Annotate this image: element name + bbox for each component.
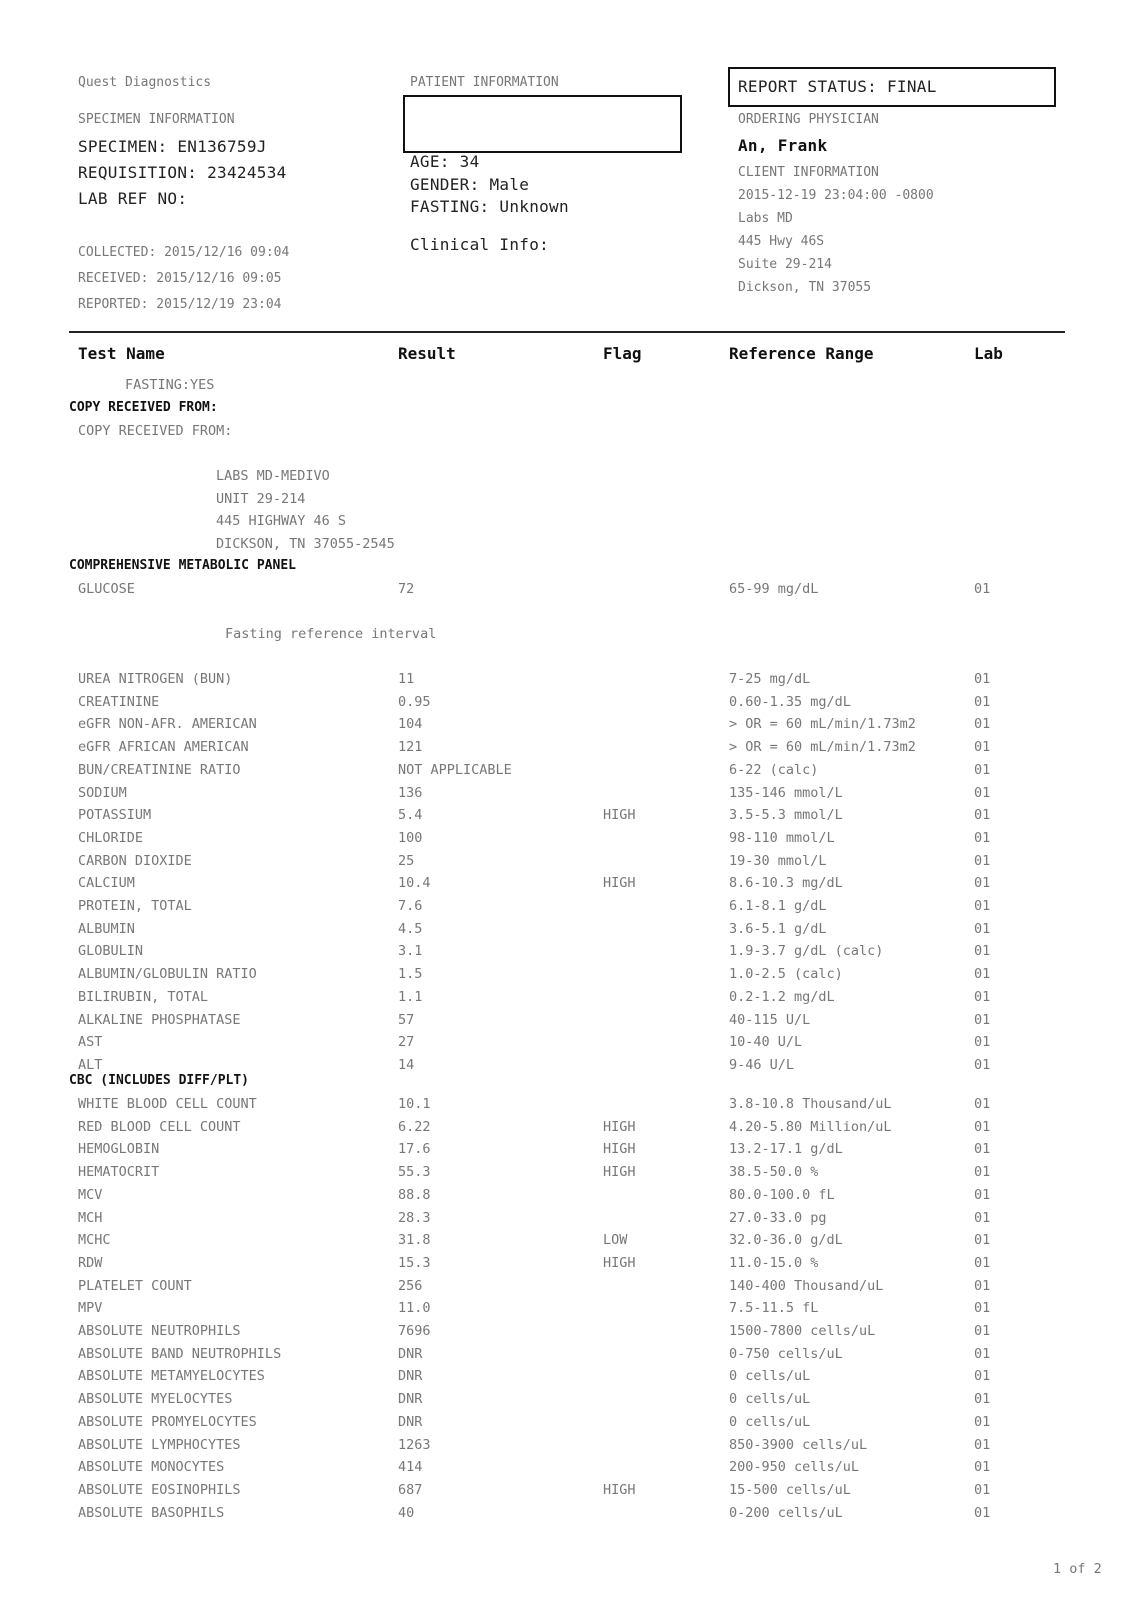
glucose-name: GLUCOSE — [78, 581, 135, 597]
collected-timestamp: COLLECTED: 2015/12/16 09:04 — [78, 245, 290, 260]
cell-result: 100 — [398, 829, 423, 846]
cell-lab: 01 — [974, 1254, 991, 1271]
cell-result: 136 — [398, 784, 423, 801]
cell-result: 11 — [398, 671, 415, 687]
cell-range: 0 cells/uL — [729, 1413, 811, 1430]
copy-address-line: UNIT 29-214 — [216, 491, 306, 507]
cell-name: ABSOLUTE BAND NEUTROPHILS — [78, 1345, 282, 1362]
cell-result: 6.22 — [398, 1118, 431, 1135]
cell-lab: 01 — [974, 988, 991, 1005]
cbc-heading: CBC (INCLUDES DIFF/PLT) — [69, 1073, 250, 1088]
cell-range: 135-146 mmol/L — [729, 784, 843, 801]
patient-name-redaction-box — [403, 95, 682, 153]
cell-name: CHLORIDE — [78, 829, 144, 846]
cell-range: 98-110 mmol/L — [729, 829, 835, 846]
col-lab: Lab — [974, 344, 1003, 363]
cell-result: 5.4 — [398, 807, 423, 824]
cell-lab: 01 — [974, 1481, 991, 1498]
cell-name: RDW — [78, 1254, 103, 1271]
cell-result: 57 — [398, 1011, 415, 1028]
client-info-heading: CLIENT INFORMATION — [738, 165, 879, 180]
cell-flag: HIGH — [603, 807, 636, 824]
cell-lab: 01 — [974, 875, 991, 892]
cell-name: eGFR AFRICAN AMERICAN — [78, 739, 249, 756]
cell-result: 0.95 — [398, 693, 431, 710]
requisition-number: REQUISITION: 23424534 — [78, 163, 287, 182]
cell-flag: HIGH — [603, 875, 636, 892]
cell-lab: 01 — [974, 716, 991, 733]
cell-lab: 01 — [974, 1096, 991, 1112]
patient-age: AGE: 34 — [410, 152, 480, 171]
cell-range: 0.2-1.2 mg/dL — [729, 988, 835, 1005]
glucose-lab: 01 — [974, 581, 991, 597]
cell-result: 25 — [398, 852, 415, 869]
cell-name: eGFR NON-AFR. AMERICAN — [78, 716, 257, 733]
copy-address-line: DICKSON, TN 37055-2545 — [216, 536, 395, 552]
cell-flag: HIGH — [603, 1164, 636, 1181]
cell-lab: 01 — [974, 829, 991, 846]
cell-lab: 01 — [974, 966, 991, 983]
cell-result: 3.1 — [398, 943, 423, 960]
cell-name: BUN/CREATININE RATIO — [78, 761, 241, 778]
cell-range: 3.6-5.1 g/dL — [729, 920, 827, 937]
col-result: Result — [398, 344, 456, 363]
cell-name: PLATELET COUNT — [78, 1277, 192, 1294]
cell-name: POTASSIUM — [78, 807, 152, 824]
received-timestamp: RECEIVED: 2015/12/16 09:05 — [78, 271, 282, 286]
cell-lab: 01 — [974, 693, 991, 710]
cell-result: DNR — [398, 1413, 423, 1430]
cell-lab: 01 — [974, 1209, 991, 1226]
cell-result: 27 — [398, 1034, 415, 1051]
cell-range: 10-40 U/L — [729, 1034, 803, 1051]
cell-range: > OR = 60 mL/min/1.73m2 — [729, 739, 916, 756]
copy-received-heading: COPY RECEIVED FROM: — [69, 400, 218, 415]
cell-name: ALBUMIN/GLOBULIN RATIO — [78, 966, 257, 983]
reported-timestamp: REPORTED: 2015/12/19 23:04 — [78, 297, 282, 312]
cell-lab: 01 — [974, 1141, 991, 1158]
cell-range: 1500-7800 cells/uL — [729, 1323, 876, 1339]
cell-range: 0 cells/uL — [729, 1368, 811, 1385]
cell-flag: HIGH — [603, 1481, 636, 1498]
cell-lab: 01 — [974, 1323, 991, 1339]
cell-name: ABSOLUTE BASOPHILS — [78, 1504, 225, 1521]
patient-gender: GENDER: Male — [410, 175, 530, 194]
cell-range: 0.60-1.35 mg/dL — [729, 693, 851, 710]
client-timestamp: 2015-12-19 23:04:00 -0800 — [738, 188, 934, 203]
cell-name: GLOBULIN — [78, 943, 144, 960]
cell-name: MCV — [78, 1186, 103, 1203]
cell-lab: 01 — [974, 1277, 991, 1294]
cell-name: HEMOGLOBIN — [78, 1141, 160, 1158]
cell-range: 0 cells/uL — [729, 1391, 811, 1408]
cell-lab: 01 — [974, 671, 991, 687]
patient-fasting: FASTING: Unknown — [410, 197, 569, 216]
cell-range: 200-950 cells/uL — [729, 1459, 860, 1476]
cell-lab: 01 — [974, 761, 991, 778]
copy-address-line: 445 HIGHWAY 46 S — [216, 513, 347, 529]
cell-range: 80.0-100.0 fL — [729, 1186, 835, 1203]
fasting-yes: FASTING:YES — [125, 377, 215, 393]
cell-name: ABSOLUTE MYELOCYTES — [78, 1391, 233, 1408]
cell-name: ALT — [78, 1056, 103, 1073]
cell-range: 40-115 U/L — [729, 1011, 811, 1028]
cell-flag: LOW — [603, 1232, 628, 1249]
cell-name: ABSOLUTE MONOCYTES — [78, 1459, 225, 1476]
cell-lab: 01 — [974, 807, 991, 824]
cell-range: 32.0-36.0 g/dL — [729, 1232, 843, 1249]
cell-lab: 01 — [974, 1056, 991, 1073]
cell-name: AST — [78, 1034, 103, 1051]
cell-name: UREA NITROGEN (BUN) — [78, 671, 233, 687]
cell-lab: 01 — [974, 852, 991, 869]
cell-lab: 01 — [974, 1034, 991, 1051]
cell-result: 40 — [398, 1504, 415, 1521]
cell-name: CALCIUM — [78, 875, 135, 892]
col-reference-range: Reference Range — [729, 344, 874, 363]
client-address-line1: 445 Hwy 46S — [738, 234, 825, 249]
cell-result: 7.6 — [398, 898, 423, 914]
header-divider — [69, 331, 1065, 333]
page-number: 1 of 2 — [1053, 1561, 1102, 1577]
cell-name: RED BLOOD CELL COUNT — [78, 1118, 241, 1135]
cell-name: CARBON DIOXIDE — [78, 852, 192, 869]
specimen-id: SPECIMEN: EN136759J — [78, 137, 267, 156]
cell-range: 27.0-33.0 pg — [729, 1209, 827, 1226]
cell-lab: 01 — [974, 1345, 991, 1362]
cell-result: 1263 — [398, 1436, 431, 1453]
cell-result: 1.5 — [398, 966, 423, 983]
patient-info-heading: PATIENT INFORMATION — [410, 75, 559, 90]
cell-lab: 01 — [974, 920, 991, 937]
copy-received-subheading: COPY RECEIVED FROM: — [78, 423, 233, 439]
cell-lab: 01 — [974, 1368, 991, 1385]
col-test-name: Test Name — [78, 344, 165, 363]
cell-flag: HIGH — [603, 1118, 636, 1135]
cell-result: 1.1 — [398, 988, 423, 1005]
cell-name: PROTEIN, TOTAL — [78, 898, 192, 914]
cell-result: 10.1 — [398, 1096, 431, 1112]
cell-range: 7.5-11.5 fL — [729, 1300, 819, 1317]
cell-range: 850-3900 cells/uL — [729, 1436, 868, 1453]
cell-range: 3.8-10.8 Thousand/uL — [729, 1096, 892, 1112]
glucose-range: 65-99 mg/dL — [729, 581, 819, 597]
cell-name: ALBUMIN — [78, 920, 135, 937]
cell-range: 6-22 (calc) — [729, 761, 819, 778]
cell-result: 414 — [398, 1459, 423, 1476]
cell-lab: 01 — [974, 1164, 991, 1181]
client-address-line2: Suite 29-214 — [738, 257, 832, 272]
cell-result: DNR — [398, 1368, 423, 1385]
cell-lab: 01 — [974, 1118, 991, 1135]
cell-lab: 01 — [974, 898, 991, 914]
cell-range: 4.20-5.80 Million/uL — [729, 1118, 892, 1135]
cell-lab: 01 — [974, 943, 991, 960]
cell-flag: HIGH — [603, 1141, 636, 1158]
cmp-heading: COMPREHENSIVE METABOLIC PANEL — [69, 558, 296, 573]
cell-result: 88.8 — [398, 1186, 431, 1203]
cell-name: MCH — [78, 1209, 103, 1226]
cell-result: 7696 — [398, 1323, 431, 1339]
cell-range: 3.5-5.3 mmol/L — [729, 807, 843, 824]
cell-result: DNR — [398, 1391, 423, 1408]
cell-lab: 01 — [974, 1459, 991, 1476]
cell-range: 7-25 mg/dL — [729, 671, 811, 687]
cell-result: 687 — [398, 1481, 423, 1498]
cell-lab: 01 — [974, 1504, 991, 1521]
lab-name: Quest Diagnostics — [78, 75, 212, 90]
cell-name: ALKALINE PHOSPHATASE — [78, 1011, 241, 1028]
cell-range: 15-500 cells/uL — [729, 1481, 851, 1498]
clinical-info: Clinical Info: — [410, 235, 550, 254]
cell-name: CREATININE — [78, 693, 160, 710]
physician-name: An, Frank — [738, 136, 828, 155]
cell-range: 1.0-2.5 (calc) — [729, 966, 843, 983]
cell-name: ABSOLUTE NEUTROPHILS — [78, 1323, 241, 1339]
cell-range: 0-750 cells/uL — [729, 1345, 843, 1362]
cell-result: 4.5 — [398, 920, 423, 937]
cell-name: MPV — [78, 1300, 103, 1317]
cell-lab: 01 — [974, 1186, 991, 1203]
cell-range: 9-46 U/L — [729, 1056, 795, 1073]
cell-result: 15.3 — [398, 1254, 431, 1271]
cell-lab: 01 — [974, 1011, 991, 1028]
cell-range: 1.9-3.7 g/dL (calc) — [729, 943, 884, 960]
copy-address-line: LABS MD-MEDIVO — [216, 468, 330, 484]
cell-lab: 01 — [974, 739, 991, 756]
client-city: Dickson, TN 37055 — [738, 280, 872, 295]
cell-range: 11.0-15.0 % — [729, 1254, 819, 1271]
cell-name: SODIUM — [78, 784, 127, 801]
cell-name: ABSOLUTE LYMPHOCYTES — [78, 1436, 241, 1453]
cell-range: > OR = 60 mL/min/1.73m2 — [729, 716, 916, 733]
specimen-info-heading: SPECIMEN INFORMATION — [78, 112, 235, 127]
cell-range: 13.2-17.1 g/dL — [729, 1141, 843, 1158]
client-name: Labs MD — [738, 211, 793, 226]
glucose-note: Fasting reference interval — [225, 626, 437, 642]
cell-range: 19-30 mmol/L — [729, 852, 827, 869]
cell-lab: 01 — [974, 1232, 991, 1249]
cell-result: 55.3 — [398, 1164, 431, 1181]
cell-result: 121 — [398, 739, 423, 756]
cell-lab: 01 — [974, 1436, 991, 1453]
cell-result: 28.3 — [398, 1209, 431, 1226]
cell-range: 38.5-50.0 % — [729, 1164, 819, 1181]
cell-result: 10.4 — [398, 875, 431, 892]
ordering-physician-heading: ORDERING PHYSICIAN — [738, 112, 879, 127]
cell-result: 14 — [398, 1056, 415, 1073]
col-flag: Flag — [603, 344, 642, 363]
report-status: REPORT STATUS: FINAL — [738, 77, 937, 96]
cell-name: MCHC — [78, 1232, 111, 1249]
cell-result: 17.6 — [398, 1141, 431, 1158]
lab-ref-no: LAB REF NO: — [78, 189, 188, 208]
cell-lab: 01 — [974, 1391, 991, 1408]
cell-lab: 01 — [974, 784, 991, 801]
cell-result: 31.8 — [398, 1232, 431, 1249]
cell-lab: 01 — [974, 1413, 991, 1430]
glucose-result: 72 — [398, 581, 415, 597]
cell-name: ABSOLUTE EOSINOPHILS — [78, 1481, 241, 1498]
cell-name: WHITE BLOOD CELL COUNT — [78, 1096, 257, 1112]
cell-flag: HIGH — [603, 1254, 636, 1271]
cell-name: HEMATOCRIT — [78, 1164, 160, 1181]
cell-result: DNR — [398, 1345, 423, 1362]
cell-range: 140-400 Thousand/uL — [729, 1277, 884, 1294]
cell-lab: 01 — [974, 1300, 991, 1317]
cell-range: 8.6-10.3 mg/dL — [729, 875, 843, 892]
cell-result: 11.0 — [398, 1300, 431, 1317]
cell-name: ABSOLUTE PROMYELOCYTES — [78, 1413, 257, 1430]
cell-result: 256 — [398, 1277, 423, 1294]
cell-result: 104 — [398, 716, 423, 733]
cell-range: 6.1-8.1 g/dL — [729, 898, 827, 914]
cell-name: ABSOLUTE METAMYELOCYTES — [78, 1368, 265, 1385]
cell-name: BILIRUBIN, TOTAL — [78, 988, 209, 1005]
cell-result: NOT APPLICABLE — [398, 761, 512, 778]
cell-range: 0-200 cells/uL — [729, 1504, 843, 1521]
